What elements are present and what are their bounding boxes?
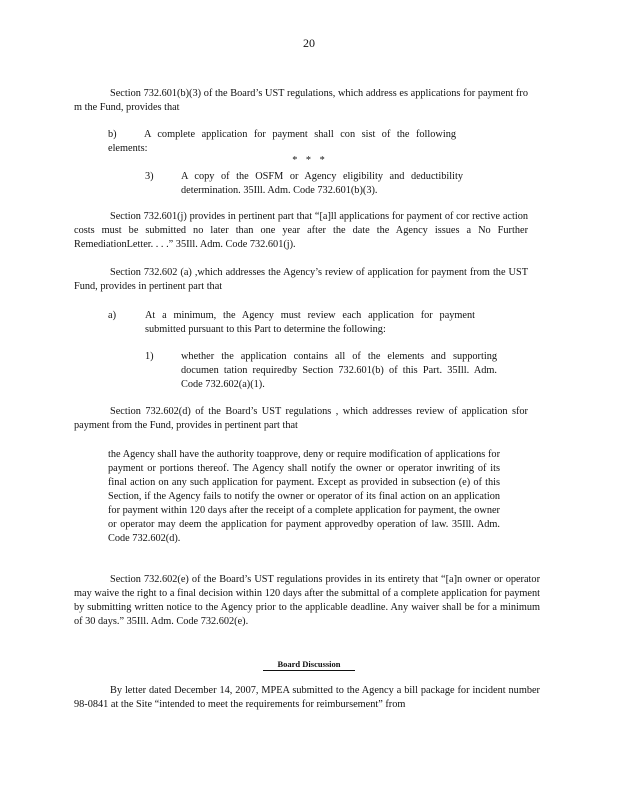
paragraph-agency-review: At a minimum, the Agency must review each application for payment submitted pursuant to this Part to determine the following: [145,310,475,335]
list-marker-3: 3) [145,171,154,182]
paragraph-732-602-d: Section 732.602(d) of the Board’s UST regulations , which addresses review of application sfor payment from the Fund, provides in pertinent part that [74,406,528,431]
ellipsis-stars: * * * [292,155,328,166]
paragraph-complete-application: A complete application for payment shall con sist of the following elements: [108,129,456,154]
paragraph-mpea-letter: By letter dated December 14, 2007, MPEA submitted to the Agency a bill package for incident number 98-0841 at the Site “intended to meet the requirements for reimbursement” from [74,685,540,710]
block-quote-agency-authority: the Agency shall have the authority toapprove, deny or require modification of applications for payment or portions thereof. The Agency shall notify the owner or operator inwriting of its final action on any such application for payment. Except as provided in subsection (e) of this Section, if the Agency fails to notify the owner or operator of its final action on an application for payment within 120 days after the receipt of a complete application for payment, the owner or operator may deem the application for payment approvedby operation of law. 35Ill. Adm. Code 732.602(d). [108,449,500,544]
paragraph-osfm-copy: A copy of the OSFM or Agency eligibility and deductibility determination. 35Ill. Adm. Code 732.601(b)(3). [181,171,463,196]
list-marker-a: a) [108,310,116,321]
heading-board-discussion: Board Discussion [263,659,355,671]
paragraph-application-elements: whether the application contains all of the elements and supporting documen tation requiredby Section 732.601(b) of this Part. 35Ill. Adm. Code 732.602(a)(1). [181,351,497,390]
paragraph-732-601-b-3: Section 732.601(b)(3) of the Board’s UST regulations, which address es applications for payment fro m the Fund, provides that [74,88,528,113]
page-number: 20 [303,36,315,50]
paragraph-732-601-j: Section 732.601(j) provides in pertinent part that “[a]ll applications for payment of cor rective action costs must be submitted no later than one year after the date the Agency issues a No Further RemediationLetter. . . .” 35Ill. Adm. Code 732.601(j). [74,211,528,250]
list-marker-1: 1) [145,351,154,362]
list-marker-b: b) [108,129,117,140]
paragraph-732-602-a: Section 732.602 (a) ,which addresses the Agency’s review of application for payment from the UST Fund, provides in pertinent part that [74,267,528,292]
section-heading [0,659,618,671]
paragraph-732-602-e: Section 732.602(e) of the Board’s UST regulations provides in its entirety that “[a]n owner or operator may waive the right to a final decision within 120 days after the submittal of a complete application for payment by submitting written notice to the Agency prior to the applicable deadline. Any waiver shall be for a minimum of 30 days.” 35Ill. Adm. Code 732.602(e). [74,574,540,627]
